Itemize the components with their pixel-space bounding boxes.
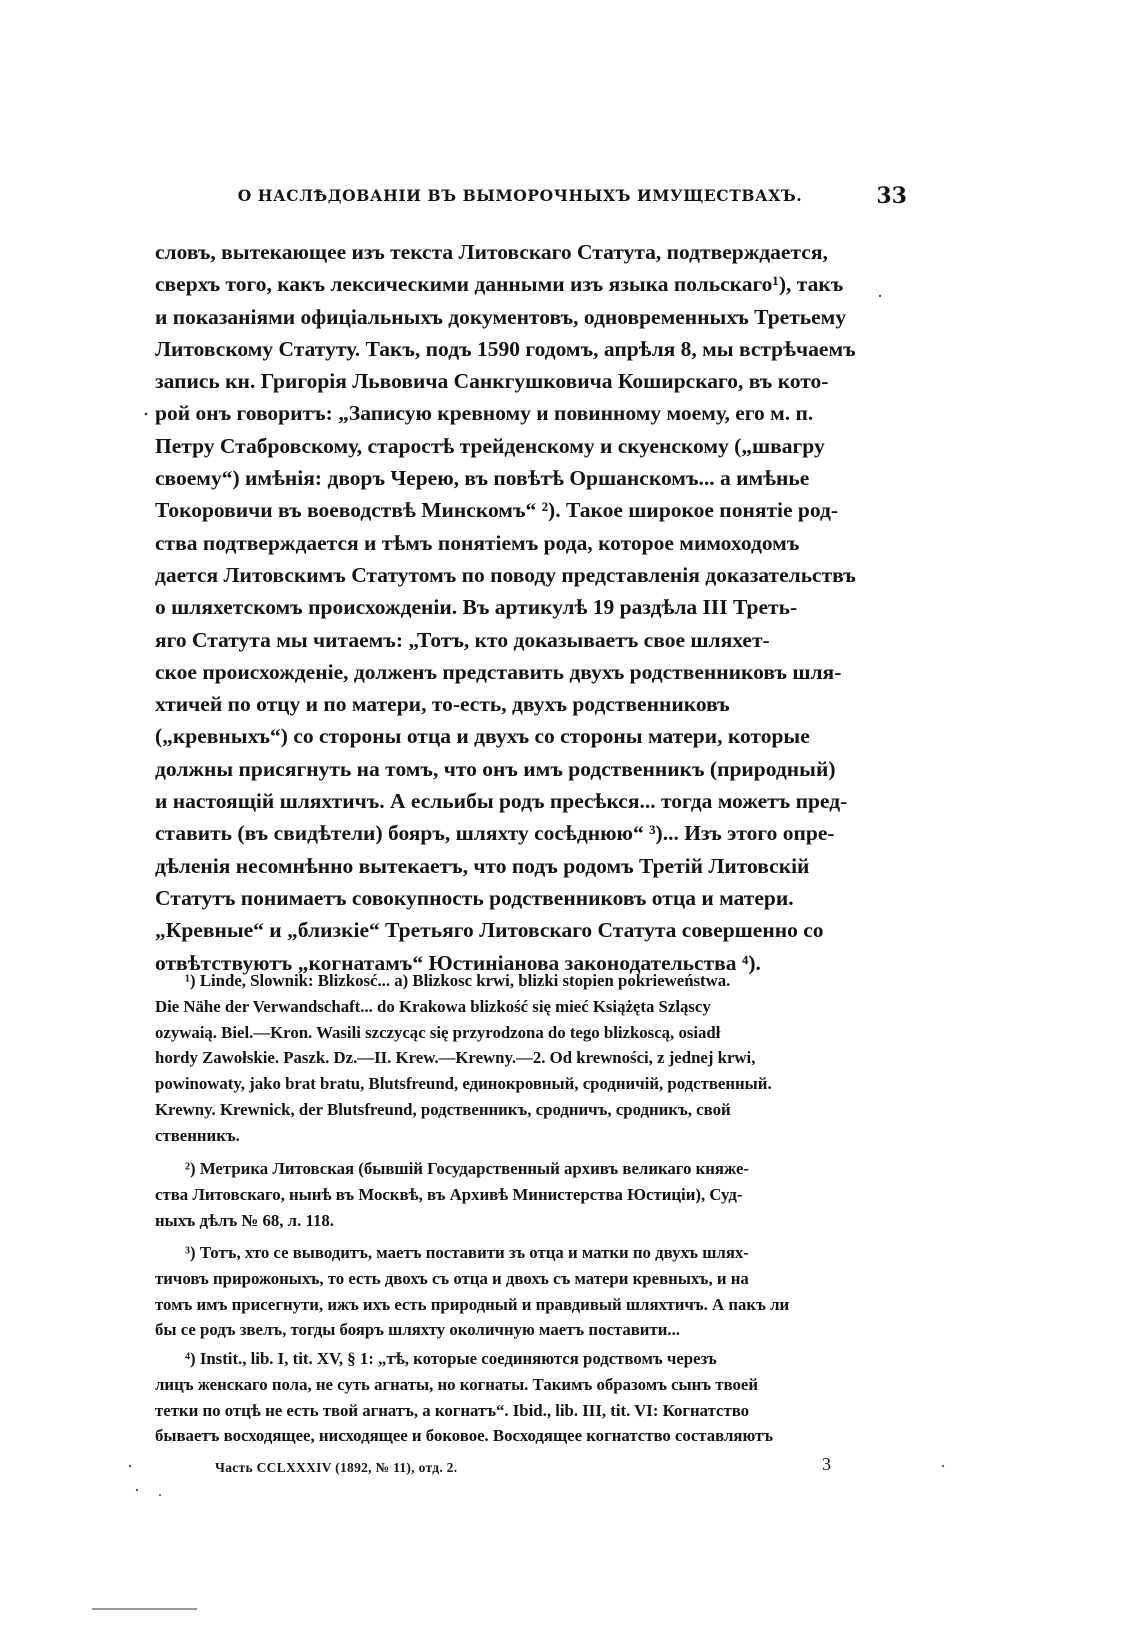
footnote-line: ства Литовскаго, нынѣ въ Москвѣ, въ Архивѣ Министерства Юстиціи), Суд- — [155, 1184, 743, 1204]
footnote-line: бываетъ восходящее, нисходящее и боковое. Восходящее когнатство составляютъ — [155, 1426, 774, 1446]
footnote-line: ¹) Linde, Slownik: Blizkosć... a) Blizkosc krwi, blizki stopien pokrieweństwa. — [185, 971, 731, 990]
footnote-line: Krewny. Krewnick, der Blutsfreund, родственникъ, сродничъ, сродникъ, свой — [155, 1099, 731, 1119]
sheet-mark: 3 — [822, 1454, 831, 1474]
text-line: своему“) имѣнія: дворъ Черею, въ повѣтѣ Оршанскомъ... а имѣнье — [155, 466, 810, 491]
text-line: отвѣтствуютъ „когнатамъ“ Юстиніанова законодательства ⁴). — [155, 950, 761, 975]
text-line: ства подтверждается и тѣмъ понятіемъ рода, которое мимоходомъ — [155, 530, 800, 555]
text-line: Петру Стабровскому, старостѣ трейденскому и скуенскому („швагру — [155, 433, 825, 458]
text-line: сверхъ того, какъ лексическими данными изъ языка польскаго¹), такъ — [155, 272, 844, 297]
text-line: рой онъ говоритъ: „Записую кревному и повинному моему, его м. п. — [155, 401, 814, 426]
text-line: словъ, вытекающее изъ текста Литовскаго Статута, подтверждается, — [155, 240, 828, 264]
text-line: ское происхожденіе, долженъ представить двухъ родственниковъ шля- — [155, 659, 842, 684]
footnote-line: powinowaty, jako brat bratu, Blutsfreund, единокровный, сродничій, родственный. — [155, 1074, 772, 1094]
text-line: дается Литовскимъ Статутомъ по поводу представленія доказательствъ — [155, 562, 856, 587]
footnote-line: ныхъ дѣлъ № 68, л. 118. — [155, 1210, 334, 1230]
text-line: „Кревные“ и „близкіе“ Третьяго Литовскаго Статута совершенно со — [155, 918, 824, 943]
text-line: Статутъ понимаетъ совокупность родственниковъ отца и матери. — [155, 885, 794, 910]
footnote-line: ozywaią. Biel.—Kron. Wasili szczycąc się przyrodzona do tego blizkoscą, osiadł — [155, 1022, 721, 1042]
footnote-line: hordy Zawołskie. Paszk. Dz.—II. Krew.—Krewny.—2. Od krewności, z jednej krwi, — [155, 1048, 756, 1068]
footnote-line: Die Nähe der Verwandschaft... do Krakowa blizkość się mieć Książęta Szląscy — [155, 996, 711, 1016]
text-line: („кревныхъ“) со стороны отца и двухъ со стороны матери, которые — [155, 724, 810, 749]
text-line: хтичей по отцу и по матери, то-есть, двухъ родственниковъ — [155, 692, 730, 717]
footnote-line: ственникъ. — [155, 1125, 240, 1145]
text-line: ставить (въ свидѣтели) бояръ, шляхту сосѣднюю“ ³)... Изъ этого опре- — [155, 821, 835, 846]
footnote-line: ²) Метрика Литовская (бывшій Государственный архивъ великаго княже- — [185, 1159, 749, 1178]
text-line: Литовскому Статуту. Такъ, подъ 1590 годомъ, апрѣля 8, мы встрѣчаемъ — [155, 336, 856, 361]
footnote-line: тичовъ прирожоныхъ, то есть двохъ съ отца и двохъ съ матери кревныхъ, и на — [155, 1268, 749, 1288]
footnote-line: ⁴) Instit., lib. I, tit. XV, § 1: „тѣ, которые соединяются родствомъ черезъ — [185, 1349, 717, 1368]
text-line: должны присягнуть на томъ, что онъ имъ родственникъ (природный) — [155, 756, 836, 781]
footnote-line: томъ имъ присегнути, ижъ ихъ есть природный и правдивый шляхтичъ. А пакъ ли — [155, 1294, 790, 1314]
text-line: о шляхетскомъ происхожденіи. Въ артикулѣ 19 раздѣла III Треть- — [155, 595, 798, 620]
printer-signature: Часть CCLXXXIV (1892, № 11), отд. 2. — [215, 1460, 458, 1475]
page-number: 33 — [876, 183, 907, 209]
footnote-line: тетки по отцѣ не есть твой агнатъ, а когнатъ“. Ibid., lib. III, tit. VI: Когнатство — [155, 1400, 750, 1420]
footnote-line: лицъ женскаго пола, не суть агнаты, но когнаты. Такимъ образомъ сынъ твоей — [155, 1374, 759, 1394]
running-title: О НАСЛѢДОВАНІИ ВЪ ВЫМОРОЧНЫХЪ ИМУЩЕСТВАХЪ. — [237, 186, 803, 205]
text-line: запись кн. Григорія Львовича Санкгушковича Коширскаго, въ кото- — [155, 369, 829, 394]
text-line: и показаніями офиціальныхъ документовъ, одновременныхъ Третьему — [155, 304, 847, 329]
text-line: и настоящій шляхтичъ. А есльибы родъ пресѣкся... тогда можетъ пред- — [155, 789, 848, 814]
text-line: яго Статута мы читаемъ: „Тотъ, кто доказываетъ свое шляхет- — [155, 627, 770, 652]
footnote-line: бы се родъ звелъ, тогды бояръ шляхту околичную маетъ поставити... — [155, 1320, 680, 1340]
footnote-line: ³) Тотъ, хто се выводитъ, маетъ поставити зъ отца и матки по двухъ шлях- — [185, 1243, 749, 1262]
text-line: дѣленія несомнѣнно вытекаетъ, что подъ родомъ Третій Литовскій — [155, 853, 810, 878]
text-line: Токоровичи въ воеводствѣ Минскомъ“ ²). Такое широкое понятіе род- — [155, 498, 839, 523]
